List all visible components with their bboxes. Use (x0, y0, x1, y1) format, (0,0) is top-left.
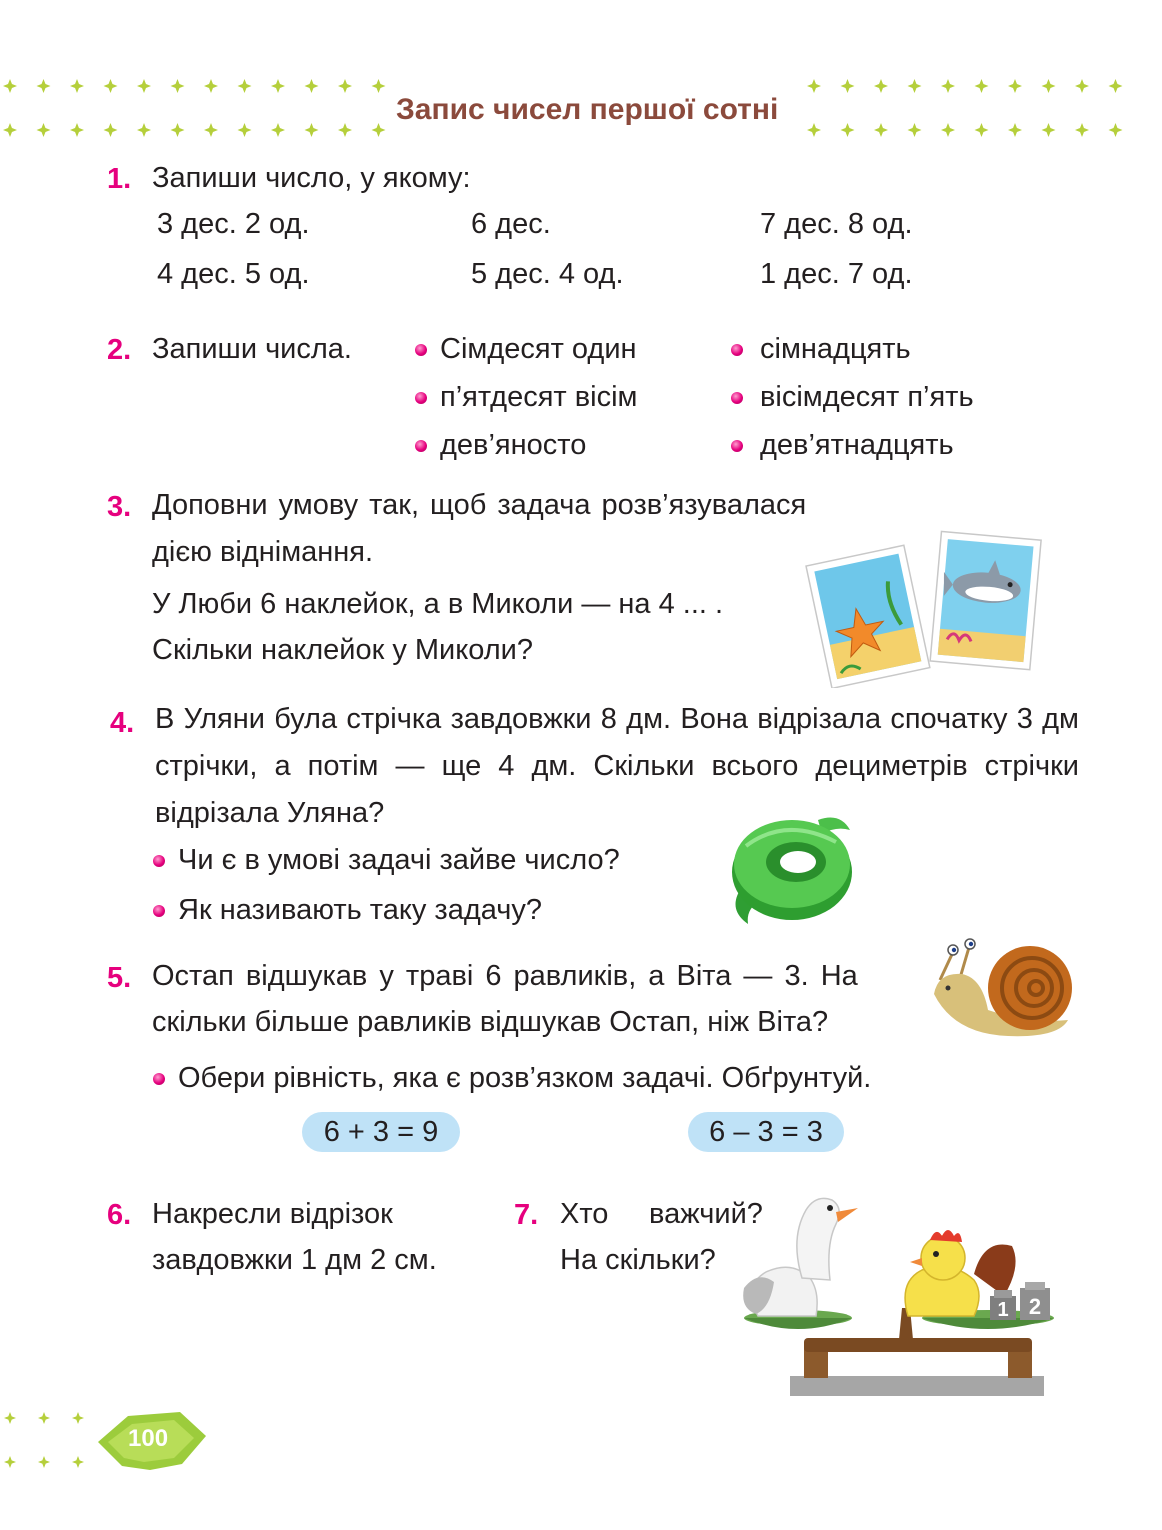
bullet-icon (153, 905, 165, 917)
sticker-cards-illustration (800, 528, 1050, 688)
star-icon (104, 79, 118, 93)
exercise-3-line: Скільки наклейок у Миколи? (152, 634, 533, 666)
star-icon (874, 79, 888, 93)
star-icon (338, 123, 352, 137)
exercise-6-line: Накресли відрізок (152, 1198, 393, 1230)
star-icon (1008, 123, 1022, 137)
star-icon (305, 123, 319, 137)
exercise-5-number: 5. (107, 962, 132, 994)
star-icon (72, 1456, 84, 1468)
goose-figure (743, 1198, 858, 1316)
bullet-icon (415, 392, 427, 404)
bullet-icon (153, 1073, 165, 1085)
snail-illustration (928, 936, 1080, 1038)
ex2-item: дев’яносто (440, 429, 587, 461)
exercise-3-line: У Люби 6 наклейок, а в Миколи — на 4 ... . (152, 588, 724, 620)
ex1-item: 6 дес. (471, 208, 551, 240)
star-icon (941, 123, 955, 137)
star-icon (271, 123, 285, 137)
star-icon (841, 123, 855, 137)
star-icon (874, 123, 888, 137)
exercise-1-number: 1. (107, 163, 132, 195)
star-icon (807, 79, 821, 93)
exercise-1-prompt: Запиши число, у якому: (152, 162, 471, 194)
star-icon (305, 79, 319, 93)
bullet-icon (415, 440, 427, 452)
star-icon (941, 79, 955, 93)
star-icon (1109, 123, 1123, 137)
exercise-7-line: Хто (560, 1198, 609, 1230)
exercise-4-text: В Уляни була стрічка завдовжки 8 дм. Вона відрізала спочатку 3 дм стрічки, а потім — ще 4 дм. Скільки всього дециметрів стрічки відрізала Уляна? (155, 703, 1079, 829)
star-icon (171, 79, 185, 93)
star-icon (137, 79, 151, 93)
exercise-3-line: Доповни умову так, щоб задача розв’язувалася (152, 489, 807, 521)
ex2-item: вісімдесят п’ять (760, 381, 974, 413)
star-icon (37, 123, 51, 137)
exercise-7-line: важчий? (649, 1198, 763, 1230)
bullet-icon (153, 855, 165, 867)
exercise-2-prompt: Запиши числа. (152, 333, 352, 365)
star-icon (1008, 79, 1022, 93)
star-icon (238, 123, 252, 137)
star-icon (1042, 123, 1056, 137)
exercise-5-question: Обери рівність, яка є розв’язком задачі. Обґрунтуй. (178, 1062, 872, 1094)
bullet-icon (731, 440, 743, 452)
ribbon-roll-illustration (726, 806, 862, 928)
star-icon (372, 79, 386, 93)
ex1-item: 5 дес. 4 од. (471, 258, 624, 290)
exercise-5-line: скільки більше равликів відшукав Остап, ніж Віта? (152, 1006, 829, 1038)
star-icon (4, 1456, 16, 1468)
star-icon (37, 79, 51, 93)
star-icon (137, 123, 151, 137)
star-icon (1075, 123, 1089, 137)
star-icon (238, 79, 252, 93)
weight-label-2: 2 (1028, 1294, 1042, 1319)
star-icon (841, 79, 855, 93)
exercise-4-question: Чи є в умові задачі зайве число? (178, 844, 620, 876)
star-icon (171, 123, 185, 137)
star-icon (908, 79, 922, 93)
star-icon (3, 123, 17, 137)
bullet-icon (415, 344, 427, 356)
star-icon (1109, 79, 1123, 93)
star-icon (271, 79, 285, 93)
star-icon (70, 79, 84, 93)
exercise-5-line: Остап відшукав у траві 6 равликів, а Віта — 3. На (152, 960, 858, 992)
page-number: 100 (128, 1425, 169, 1452)
exercise-7-number: 7. (514, 1199, 539, 1231)
ex2-item: дев’ятнадцять (760, 429, 954, 461)
exercise-4-question: Як називають таку задачу? (178, 894, 543, 926)
ex2-item: п’ятдесят вісім (440, 381, 638, 413)
star-icon (204, 123, 218, 137)
star-icon (104, 123, 118, 137)
star-icon (807, 123, 821, 137)
star-icon (372, 123, 386, 137)
exercise-3-line: дією віднімання. (152, 536, 374, 568)
star-icon (1042, 79, 1056, 93)
star-icon (204, 79, 218, 93)
star-icon (38, 1412, 50, 1424)
ex2-item: сімнадцять (760, 333, 911, 365)
ex1-item: 3 дес. 2 од. (157, 208, 310, 240)
star-icon (3, 79, 17, 93)
star-icon (72, 1412, 84, 1424)
equation-option[interactable]: 6 – 3 = 3 (688, 1112, 844, 1152)
page-title: Запис чисел першої сотні (396, 93, 779, 126)
star-icon (38, 1456, 50, 1468)
ex1-item: 4 дес. 5 од. (157, 258, 310, 290)
star-icon (975, 123, 989, 137)
bullet-icon (731, 344, 743, 356)
exercise-2-number: 2. (107, 334, 132, 366)
star-icon (1075, 79, 1089, 93)
exercise-4-number: 4. (110, 707, 135, 739)
equation-option[interactable]: 6 + 3 = 9 (302, 1112, 460, 1152)
star-icon (908, 123, 922, 137)
scale-illustration (738, 1188, 1068, 1398)
exercise-3-number: 3. (107, 491, 132, 523)
star-icon (338, 79, 352, 93)
exercise-7-line: На скільки? (560, 1244, 716, 1276)
exercise-6-number: 6. (107, 1199, 132, 1231)
ex2-item: Сімдесят один (440, 333, 637, 365)
bullet-icon (731, 392, 743, 404)
star-icon (4, 1412, 16, 1424)
weight-label-1: 1 (997, 1299, 1009, 1321)
exercise-6-line: завдовжки 1 дм 2 см. (152, 1244, 437, 1276)
ex1-item: 7 дес. 8 од. (760, 208, 913, 240)
star-icon (70, 123, 84, 137)
ex1-item: 1 дес. 7 од. (760, 258, 913, 290)
star-icon (975, 79, 989, 93)
